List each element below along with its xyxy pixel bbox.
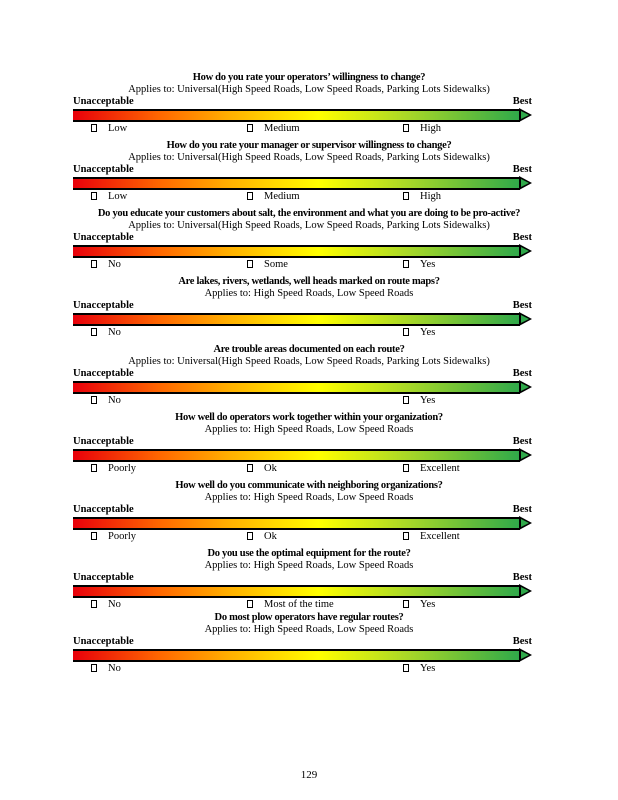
answer-options — [0, 394, 618, 408]
applies-to-text: Applies to: High Speed Roads, Low Speed Roads — [204, 288, 414, 299]
checkbox[interactable] — [91, 532, 97, 540]
scale-right-label: Best — [512, 636, 532, 647]
option-label: High — [420, 123, 441, 134]
scale-left-label: Unacceptable — [73, 96, 134, 107]
checkbox[interactable] — [403, 260, 409, 268]
gradient-track — [73, 585, 520, 598]
answer-option[interactable] — [247, 530, 277, 544]
checkbox[interactable] — [247, 600, 253, 608]
gradient-track — [73, 381, 520, 394]
answer-options — [0, 598, 618, 612]
scale-labels — [73, 300, 532, 312]
checkbox[interactable] — [403, 396, 409, 404]
scale-left-label: Unacceptable — [73, 636, 134, 647]
answer-option[interactable] — [247, 122, 300, 136]
option-label: Poorly — [108, 463, 137, 474]
scale-right-label: Best — [512, 504, 532, 515]
checkbox[interactable] — [91, 600, 97, 608]
checkbox[interactable] — [91, 396, 97, 404]
question-block — [0, 344, 618, 408]
option-label: Excellent — [420, 531, 460, 542]
question-block — [0, 276, 618, 340]
scale-right-label: Best — [512, 96, 532, 107]
question-title: How do you rate your manager or supervisor willingness to change? — [166, 140, 452, 151]
answer-option[interactable] — [247, 462, 277, 476]
scale-labels — [73, 636, 532, 648]
option-label: Poorly — [108, 531, 137, 542]
answer-option[interactable] — [91, 662, 121, 676]
applies-to-text: Applies to: High Speed Roads, Low Speed Roads — [204, 492, 414, 503]
question-title: How do you rate your operators’ willingness to change? — [192, 72, 426, 83]
scale-labels — [73, 436, 532, 448]
question-title: How well do you communicate with neighboring organizations? — [175, 480, 443, 491]
checkbox[interactable] — [403, 124, 409, 132]
question-block — [0, 612, 618, 676]
answer-option[interactable] — [247, 258, 288, 272]
scale-right-label: Best — [512, 368, 532, 379]
rating-gradient-arrow[interactable] — [73, 245, 532, 258]
scale-left-label: Unacceptable — [73, 232, 134, 243]
answer-option[interactable] — [91, 190, 127, 204]
scale-right-label: Best — [512, 232, 532, 243]
scale-right-label: Best — [512, 436, 532, 447]
option-label: No — [108, 663, 121, 674]
answer-options — [0, 462, 618, 476]
applies-to-text: Applies to: Universal(High Speed Roads, Low Speed Roads, Parking Lots Sidewalks) — [128, 152, 490, 163]
rating-gradient-arrow[interactable] — [73, 585, 532, 598]
rating-gradient-arrow[interactable] — [73, 109, 532, 122]
question-block — [0, 208, 618, 272]
scale-left-label: Unacceptable — [73, 572, 134, 583]
answer-options — [0, 258, 618, 272]
checkbox[interactable] — [247, 124, 253, 132]
option-label: No — [108, 599, 121, 610]
gradient-track — [73, 449, 520, 462]
question-title: Do you educate your customers about salt, the environment and what you are doing to be pro-active? — [97, 208, 521, 219]
checkbox[interactable] — [403, 192, 409, 200]
option-label: Ok — [264, 531, 277, 542]
option-label: Yes — [420, 395, 436, 406]
question-title: Do you use the optimal equipment for the route? — [207, 548, 411, 559]
option-label: No — [108, 395, 121, 406]
gradient-track — [73, 649, 520, 662]
checkbox[interactable] — [247, 192, 253, 200]
answer-options — [0, 190, 618, 204]
gradient-track — [73, 313, 520, 326]
question-block — [0, 412, 618, 476]
option-label: Most of the time — [264, 599, 334, 610]
scale-labels — [73, 572, 532, 584]
answer-option[interactable] — [91, 530, 136, 544]
question-title: Do most plow operators have regular routes? — [214, 612, 404, 623]
checkbox[interactable] — [91, 664, 97, 672]
gradient-track — [73, 177, 520, 190]
applies-to-text: Applies to: High Speed Roads, Low Speed Roads — [204, 424, 414, 435]
answer-option[interactable] — [91, 394, 121, 408]
answer-option[interactable] — [91, 122, 127, 136]
arrow-head-fill — [521, 247, 529, 255]
checkbox[interactable] — [91, 260, 97, 268]
option-label: Yes — [420, 327, 436, 338]
scale-labels — [73, 232, 532, 244]
option-label: Yes — [420, 663, 436, 674]
option-label: High — [420, 191, 441, 202]
option-label: Yes — [420, 259, 436, 270]
checkbox[interactable] — [91, 328, 97, 336]
checkbox[interactable] — [91, 464, 97, 472]
arrow-head-fill — [521, 587, 529, 595]
scale-left-label: Unacceptable — [73, 368, 134, 379]
scale-labels — [73, 164, 532, 176]
applies-to-text: Applies to: Universal(High Speed Roads, Low Speed Roads, Parking Lots Sidewalks) — [128, 84, 490, 95]
scale-left-label: Unacceptable — [73, 436, 134, 447]
answer-option[interactable] — [403, 598, 435, 612]
checkbox[interactable] — [403, 464, 409, 472]
answer-option[interactable] — [247, 190, 300, 204]
checkbox[interactable] — [91, 124, 97, 132]
arrow-head-fill — [521, 383, 529, 391]
answer-options — [0, 122, 618, 136]
option-label: Ok — [264, 463, 277, 474]
question-title: How well do operators work together within your organization? — [175, 412, 443, 423]
option-label: No — [108, 259, 121, 270]
question-block — [0, 548, 618, 612]
question-list — [0, 72, 618, 676]
scale-right-label: Best — [512, 572, 532, 583]
scale-left-label: Unacceptable — [73, 300, 134, 311]
answer-option[interactable] — [403, 394, 435, 408]
scale-right-label: Best — [512, 164, 532, 175]
option-label: Excellent — [420, 463, 460, 474]
scale-left-label: Unacceptable — [73, 164, 134, 175]
page-number: 129 — [300, 769, 318, 781]
rating-gradient-arrow[interactable] — [73, 313, 532, 326]
checkbox[interactable] — [403, 532, 409, 540]
answer-option[interactable] — [91, 258, 121, 272]
answer-option[interactable] — [403, 662, 435, 676]
arrow-head-fill — [521, 651, 529, 659]
scale-labels — [73, 96, 532, 108]
answer-option[interactable] — [91, 462, 136, 476]
scale-left-label: Unacceptable — [73, 504, 134, 515]
checkbox[interactable] — [403, 600, 409, 608]
checkbox[interactable] — [247, 464, 253, 472]
answer-options — [0, 530, 618, 544]
arrow-head-fill — [521, 519, 529, 527]
answer-option[interactable] — [247, 598, 334, 612]
answer-option[interactable] — [403, 122, 441, 136]
arrow-head-fill — [521, 315, 529, 323]
answer-option[interactable] — [403, 462, 460, 476]
applies-to-text: Applies to: Universal(High Speed Roads, Low Speed Roads, Parking Lots Sidewalks) — [128, 220, 490, 231]
option-label: Medium — [264, 191, 300, 202]
checkbox[interactable] — [91, 192, 97, 200]
applies-to-text: Applies to: Universal(High Speed Roads, Low Speed Roads, Parking Lots Sidewalks) — [128, 356, 490, 367]
gradient-track — [73, 245, 520, 258]
rating-gradient-arrow[interactable] — [73, 177, 532, 190]
applies-to-text: Applies to: High Speed Roads, Low Speed Roads — [204, 624, 414, 635]
arrow-head-fill — [521, 451, 529, 459]
checkbox[interactable] — [403, 328, 409, 336]
arrow-head-fill — [521, 179, 529, 187]
checkbox[interactable] — [247, 532, 253, 540]
option-label: Medium — [264, 123, 300, 134]
answer-option[interactable] — [403, 258, 435, 272]
gradient-track — [73, 109, 520, 122]
rating-gradient-arrow[interactable] — [73, 517, 532, 530]
arrow-head-fill — [521, 111, 529, 119]
question-block — [0, 72, 618, 136]
applies-to-text: Applies to: High Speed Roads, Low Speed Roads — [204, 560, 414, 571]
answer-option[interactable] — [403, 530, 460, 544]
scale-labels — [73, 504, 532, 516]
scale-right-label: Best — [512, 300, 532, 311]
rating-gradient-arrow[interactable] — [73, 649, 532, 662]
answer-options — [0, 662, 618, 676]
scale-labels — [73, 368, 532, 380]
option-label: Low — [108, 123, 128, 134]
answer-option[interactable] — [91, 598, 121, 612]
question-title: Are lakes, rivers, wetlands, well heads marked on route maps? — [178, 276, 440, 287]
rating-gradient-arrow[interactable] — [73, 381, 532, 394]
option-label: Some — [264, 259, 288, 270]
question-block — [0, 140, 618, 204]
answer-options — [0, 326, 618, 340]
checkbox[interactable] — [247, 260, 253, 268]
rating-gradient-arrow[interactable] — [73, 449, 532, 462]
question-title: Are trouble areas documented on each route? — [213, 344, 405, 355]
answer-option[interactable] — [403, 190, 441, 204]
checkbox[interactable] — [403, 664, 409, 672]
question-block — [0, 480, 618, 544]
answer-option[interactable] — [403, 326, 435, 340]
option-label: Low — [108, 191, 128, 202]
option-label: Yes — [420, 599, 436, 610]
gradient-track — [73, 517, 520, 530]
option-label: No — [108, 327, 121, 338]
answer-option[interactable] — [91, 326, 121, 340]
